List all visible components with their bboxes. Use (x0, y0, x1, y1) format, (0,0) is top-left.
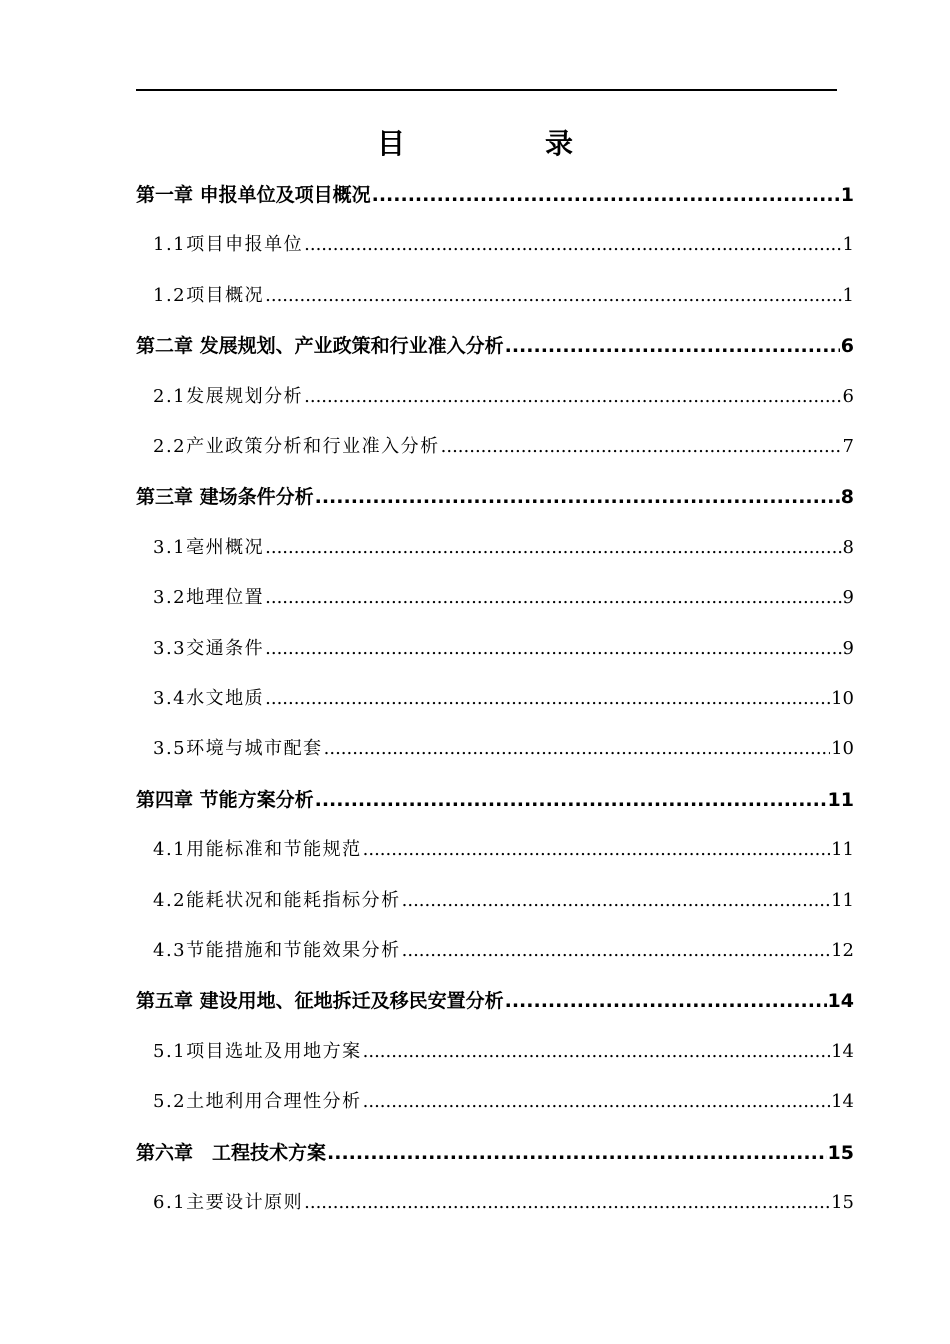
toc-entry-label: 第五章 建设用地、征地拆迁及移民安置分析 (136, 990, 504, 1012)
toc-entry-page-number: 8 (840, 486, 854, 508)
toc-entry-page-number: 11 (827, 789, 854, 811)
toc-entry-label: 第四章 节能方案分析 (136, 789, 314, 811)
toc-entry-page-number: 10 (831, 738, 854, 759)
toc-dot-leader (304, 1189, 830, 1217)
toc-dot-leader (265, 584, 841, 612)
toc-dot-leader (265, 685, 830, 713)
toc-dot-leader (315, 786, 827, 814)
toc-entry-label: 4.1用能标准和节能规范 (153, 839, 362, 860)
toc-section-entry[interactable] (153, 685, 854, 713)
toc-dot-leader (304, 383, 841, 411)
toc-section-entry[interactable] (153, 635, 854, 663)
toc-entry-page-number: 15 (827, 1142, 854, 1164)
toc-entry-label: 5.2土地利用合理性分析 (153, 1091, 362, 1112)
toc-dot-leader (265, 282, 841, 310)
toc-entry-page-number: 14 (831, 1041, 854, 1062)
toc-section-entry[interactable] (153, 231, 854, 259)
page-title: 目 录 (376, 127, 629, 160)
toc-section-entry[interactable] (153, 383, 854, 411)
toc-section-entry[interactable] (153, 887, 854, 915)
header-rule (136, 89, 837, 91)
toc-section-entry[interactable] (153, 584, 854, 612)
toc-entry-label: 第六章 工程技术方案 (136, 1142, 327, 1164)
toc-dot-leader (505, 987, 827, 1015)
toc-dot-leader (265, 635, 841, 663)
toc-entry-page-number: 1 (840, 184, 854, 206)
toc-entry-page-number: 10 (831, 688, 854, 709)
toc-entry-label: 第一章 申报单位及项目概况 (136, 184, 371, 206)
toc-section-entry[interactable] (153, 1088, 854, 1116)
toc-dot-leader (327, 1139, 827, 1167)
toc-section-entry[interactable] (153, 433, 854, 461)
toc-entry-page-number: 6 (840, 335, 854, 357)
toc-entry-label: 1.1项目申报单位 (153, 234, 304, 255)
toc-entry-label: 4.3节能措施和节能效果分析 (153, 940, 401, 961)
toc-entry-page-number: 8 (842, 537, 854, 558)
toc-dot-leader (304, 231, 841, 259)
toc-section-entry[interactable] (153, 534, 854, 562)
toc-entry-page-number: 9 (842, 587, 854, 608)
toc-dot-leader (363, 1038, 830, 1066)
toc-dot-leader (363, 836, 830, 864)
toc-chapter-entry[interactable] (136, 483, 854, 511)
toc-entry-label: 6.1主要设计原则 (153, 1192, 304, 1213)
toc-dot-leader (441, 433, 842, 461)
toc-chapter-entry[interactable] (136, 181, 854, 209)
toc-section-entry[interactable] (153, 937, 854, 965)
toc-section-entry[interactable] (153, 1189, 854, 1217)
toc-section-entry[interactable] (153, 1038, 854, 1066)
toc-section-entry[interactable] (153, 282, 854, 310)
toc-entry-page-number: 11 (831, 890, 854, 911)
toc-entry-label: 第二章 发展规划、产业政策和行业准入分析 (136, 335, 504, 357)
toc-entry-label: 3.2地理位置 (153, 587, 265, 608)
toc-entry-page-number: 9 (842, 638, 854, 659)
toc-entry-label: 3.5环境与城市配套 (153, 738, 323, 759)
toc-entry-label: 2.1发展规划分析 (153, 386, 304, 407)
toc-dot-leader (402, 937, 830, 965)
toc-entry-page-number: 1 (842, 285, 854, 306)
toc-dot-leader (265, 534, 841, 562)
toc-entry-label: 5.1项目选址及用地方案 (153, 1041, 362, 1062)
toc-chapter-entry[interactable] (136, 987, 854, 1015)
toc-entry-label: 4.2能耗状况和能耗指标分析 (153, 890, 401, 911)
toc-entry-page-number: 7 (842, 436, 854, 457)
toc-chapter-entry[interactable] (136, 786, 854, 814)
toc-dot-leader (505, 332, 840, 360)
toc-entry-page-number: 11 (831, 839, 854, 860)
toc-entry-label: 3.3交通条件 (153, 638, 265, 659)
toc-entry-page-number: 14 (831, 1091, 854, 1112)
toc-entry-page-number: 6 (842, 386, 854, 407)
toc-entry-label: 第三章 建场条件分析 (136, 486, 314, 508)
toc-entry-label: 3.1亳州概况 (153, 537, 265, 558)
toc-entry-page-number: 14 (827, 990, 854, 1012)
toc-entry-label: 2.2产业政策分析和行业准入分析 (153, 436, 440, 457)
toc-entry-page-number: 12 (831, 940, 854, 961)
toc-section-entry[interactable] (153, 735, 854, 763)
toc-chapter-entry[interactable] (136, 332, 854, 360)
toc-dot-leader (402, 887, 830, 915)
toc-entry-page-number: 15 (831, 1192, 854, 1213)
toc-dot-leader (363, 1088, 830, 1116)
toc-dot-leader (315, 483, 840, 511)
toc-chapter-entry[interactable] (136, 1139, 854, 1167)
toc-dot-leader (324, 735, 830, 763)
toc-dot-leader (372, 181, 840, 209)
toc-entry-label: 3.4水文地质 (153, 688, 265, 709)
toc-entry-label: 1.2项目概况 (153, 285, 265, 306)
toc-section-entry[interactable] (153, 836, 854, 864)
toc-entry-page-number: 1 (842, 234, 854, 255)
